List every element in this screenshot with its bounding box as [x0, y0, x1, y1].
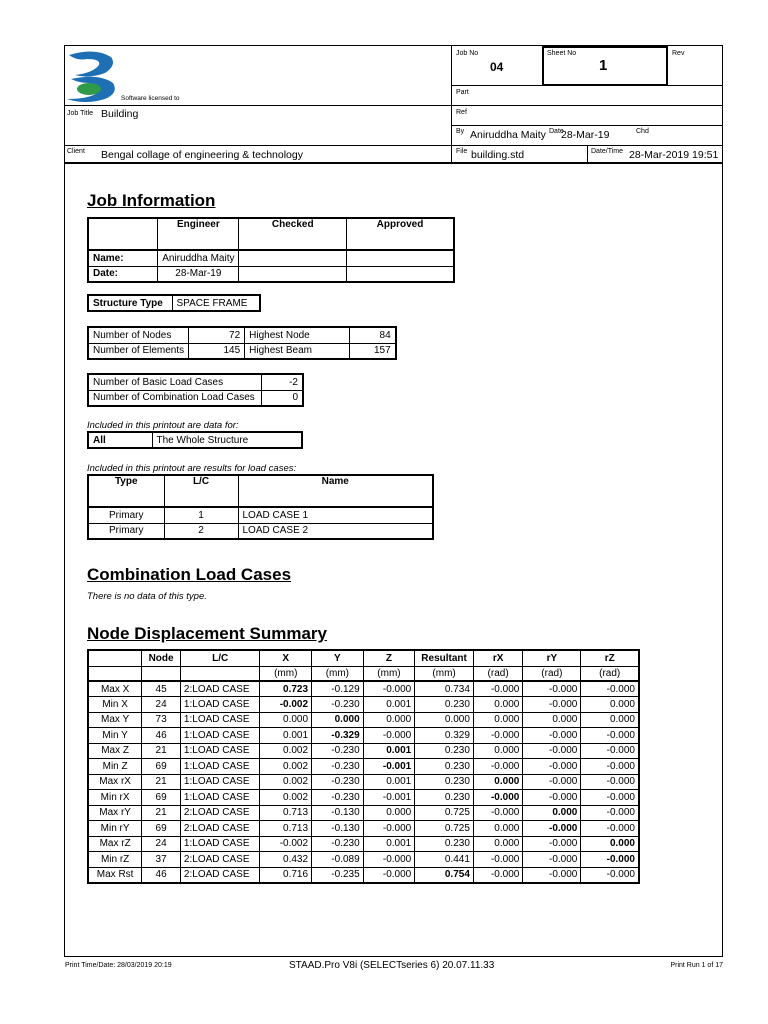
report-sheet — [64, 45, 723, 957]
engineer-date: 28-Mar-19 — [158, 266, 239, 282]
datetime-label: Date/Time — [591, 148, 624, 155]
whole-structure: The Whole Structure — [152, 432, 302, 448]
table-cell: 0.002 — [260, 774, 312, 790]
table-cell: 1:LOAD CASE — [180, 774, 260, 790]
table-cell: 0.002 — [260, 743, 312, 759]
table-cell: -0.000 — [473, 790, 522, 806]
table-cell: -0.130 — [312, 805, 364, 821]
table-cell: 0.713 — [260, 821, 312, 837]
file-name: building.std — [471, 149, 525, 161]
table-cell: 0.000 — [581, 712, 639, 728]
table-cell: -0.000 — [473, 805, 522, 821]
table-cell: 0.000 — [473, 821, 522, 837]
column-header: Z — [363, 650, 415, 666]
table-cell: Min Y — [88, 728, 142, 744]
table-cell: -0.000 — [581, 790, 639, 806]
table-cell: -0.000 — [363, 852, 415, 868]
unit-cell: (mm) — [415, 666, 474, 681]
file-label: File — [456, 148, 468, 155]
highest-node: 84 — [350, 327, 396, 343]
table-cell: 0.432 — [260, 852, 312, 868]
table-cell: -0.089 — [312, 852, 364, 868]
table-cell: 1:LOAD CASE — [180, 697, 260, 713]
structure-type-table — [87, 294, 261, 312]
date-label: Date — [549, 128, 564, 135]
table-cell: 0.001 — [363, 743, 415, 759]
table-cell: 0.000 — [473, 836, 522, 852]
table-row — [88, 728, 639, 744]
table-cell: -0.230 — [312, 759, 364, 775]
engineer-header: Engineer — [158, 218, 239, 250]
comb-lc-label: Number of Combination Load Cases — [88, 390, 261, 406]
table-row: Primary 2 LOAD CASE 2 — [88, 523, 433, 539]
table-row — [88, 836, 639, 852]
rev-label: Rev — [672, 50, 685, 57]
table-cell: 2:LOAD CASE — [180, 821, 260, 837]
table-cell: 0.001 — [260, 728, 312, 744]
table-row — [88, 759, 639, 775]
table-cell: 0.000 — [473, 743, 522, 759]
table-row — [88, 790, 639, 806]
table-row — [88, 697, 639, 713]
table-cell: 0.725 — [415, 821, 474, 837]
datetime-value: 28-Mar-2019 19:51 — [629, 149, 719, 161]
column-header: Node — [142, 650, 181, 666]
table-cell: 21 — [142, 774, 181, 790]
unit-cell: (rad) — [581, 666, 639, 681]
basic-lc-count: -2 — [261, 374, 303, 390]
table-cell: Min rY — [88, 821, 142, 837]
table-row: Primary 1 LOAD CASE 1 — [88, 507, 433, 523]
combination-note: There is no data of this type. — [87, 591, 207, 602]
engineer-name: Aniruddha Maity — [158, 250, 239, 266]
table-cell: -0.000 — [581, 681, 639, 697]
unit-cell: (rad) — [523, 666, 581, 681]
table-cell: -0.329 — [312, 728, 364, 744]
table-row — [88, 867, 639, 883]
unit-cell: (mm) — [260, 666, 312, 681]
lc-header: L/C — [164, 475, 238, 507]
table-cell: 0.000 — [312, 712, 364, 728]
table-cell: -0.000 — [473, 681, 522, 697]
job-title: Building — [101, 108, 139, 120]
ref-label: Ref — [456, 109, 467, 116]
table-cell: 1:LOAD CASE — [180, 836, 260, 852]
table-cell: -0.129 — [312, 681, 364, 697]
included-data-note: Included in this printout are data for: — [87, 420, 239, 431]
table-cell: 46 — [142, 867, 181, 883]
included-data-table — [87, 431, 303, 449]
table-cell: Min rZ — [88, 852, 142, 868]
table-cell: 2:LOAD CASE — [180, 805, 260, 821]
unit-cell: (mm) — [363, 666, 415, 681]
table-cell: 21 — [142, 743, 181, 759]
table-row — [88, 852, 639, 868]
client-label: Client — [67, 148, 85, 155]
table-cell: -0.000 — [523, 852, 581, 868]
checked-header: Checked — [239, 218, 346, 250]
table-cell: 0.002 — [260, 790, 312, 806]
table-cell: 0.000 — [473, 697, 522, 713]
combination-heading: Combination Load Cases — [87, 565, 292, 584]
column-header: rZ — [581, 650, 639, 666]
displacement-table — [87, 649, 640, 884]
table-cell: 24 — [142, 836, 181, 852]
comb-lc-count: 0 — [261, 390, 303, 406]
table-cell: -0.000 — [581, 743, 639, 759]
date-value: 28-Mar-19 — [561, 129, 610, 141]
table-cell: 1:LOAD CASE — [180, 712, 260, 728]
table-cell: 0.000 — [260, 712, 312, 728]
table-cell: -0.000 — [363, 728, 415, 744]
table-cell: -0.000 — [363, 681, 415, 697]
table-cell: 0.230 — [415, 697, 474, 713]
basic-lc-label: Number of Basic Load Cases — [88, 374, 261, 390]
sheet-no-label: Sheet No — [547, 50, 577, 57]
table-cell: 24 — [142, 697, 181, 713]
table-cell: 0.329 — [415, 728, 474, 744]
column-header: X — [260, 650, 312, 666]
table-cell: 37 — [142, 852, 181, 868]
table-cell: Max X — [88, 681, 142, 697]
table-cell: -0.230 — [312, 836, 364, 852]
job-no-label: Job No — [456, 50, 479, 57]
node-element-count-table — [87, 326, 397, 360]
table-cell: Min rX — [88, 790, 142, 806]
table-row — [88, 712, 639, 728]
table-cell: -0.000 — [581, 759, 639, 775]
table-row — [88, 774, 639, 790]
table-cell: Max Rst — [88, 867, 142, 883]
table-cell: 0.230 — [415, 836, 474, 852]
table-cell: 0.230 — [415, 743, 474, 759]
job-information-heading: Job Information — [87, 191, 216, 210]
table-cell: 0.001 — [363, 836, 415, 852]
table-row — [88, 805, 639, 821]
column-header: Y — [312, 650, 364, 666]
nodes-label: Number of Nodes — [88, 327, 189, 343]
table-cell: 0.230 — [415, 790, 474, 806]
table-cell: 0.000 — [581, 697, 639, 713]
unit-cell: (mm) — [312, 666, 364, 681]
table-cell: 46 — [142, 728, 181, 744]
date-row-label: Date: — [88, 266, 158, 282]
table-cell: 0.713 — [260, 805, 312, 821]
unit-cell — [180, 666, 260, 681]
name-label: Name: — [88, 250, 158, 266]
displacement-heading: Node Displacement Summary — [87, 624, 327, 643]
column-header: L/C — [180, 650, 260, 666]
all-label: All — [88, 432, 152, 448]
page-footer — [64, 958, 723, 974]
table-cell: Max Y — [88, 712, 142, 728]
table-cell: 0.000 — [473, 712, 522, 728]
table-cell: 1:LOAD CASE — [180, 728, 260, 744]
table-cell: -0.000 — [473, 852, 522, 868]
table-cell: 0.000 — [523, 712, 581, 728]
column-header: rY — [523, 650, 581, 666]
table-cell: 2:LOAD CASE — [180, 681, 260, 697]
table-cell: -0.000 — [473, 759, 522, 775]
table-cell: -0.230 — [312, 697, 364, 713]
table-cell: Max Z — [88, 743, 142, 759]
table-cell: 0.734 — [415, 681, 474, 697]
table-cell: 73 — [142, 712, 181, 728]
table-cell: -0.000 — [523, 867, 581, 883]
table-cell: -0.000 — [363, 821, 415, 837]
table-cell: 0.000 — [363, 805, 415, 821]
table-cell: 45 — [142, 681, 181, 697]
unit-cell — [142, 666, 181, 681]
table-cell: Max rX — [88, 774, 142, 790]
table-cell: -0.000 — [581, 805, 639, 821]
table-cell: -0.130 — [312, 821, 364, 837]
table-cell: -0.001 — [363, 759, 415, 775]
software-version: STAAD.Pro V8i (SELECTseries 6) 20.07.11.33 — [289, 960, 495, 971]
table-cell: Min X — [88, 697, 142, 713]
table-cell: 1:LOAD CASE — [180, 743, 260, 759]
table-cell: Max rZ — [88, 836, 142, 852]
structure-type-label: Structure Type — [88, 295, 172, 311]
table-cell: 69 — [142, 790, 181, 806]
print-time: Print Time/Date: 28/03/2019 20:19 — [65, 962, 172, 969]
table-cell: -0.000 — [523, 774, 581, 790]
job-information-table — [87, 217, 455, 283]
nodes-count: 72 — [189, 327, 245, 343]
table-cell: -0.235 — [312, 867, 364, 883]
table-cell: -0.002 — [260, 697, 312, 713]
table-cell: -0.000 — [363, 867, 415, 883]
type-header: Type — [88, 475, 164, 507]
table-cell: -0.000 — [523, 728, 581, 744]
table-cell: -0.000 — [473, 867, 522, 883]
highest-beam-label: Highest Beam — [245, 343, 350, 359]
table-cell: -0.000 — [523, 759, 581, 775]
table-cell: Max rY — [88, 805, 142, 821]
software-licensed-label: Software licensed to — [121, 95, 180, 102]
table-cell: 2:LOAD CASE — [180, 867, 260, 883]
bentley-logo-icon — [65, 49, 119, 105]
table-cell: 0.001 — [363, 774, 415, 790]
title-block — [65, 46, 722, 164]
table-cell: 69 — [142, 759, 181, 775]
name-header: Name — [238, 475, 433, 507]
table-cell: 1:LOAD CASE — [180, 759, 260, 775]
elements-count: 145 — [189, 343, 245, 359]
table-row — [88, 743, 639, 759]
table-cell: 69 — [142, 821, 181, 837]
elements-label: Number of Elements — [88, 343, 189, 359]
table-cell: -0.001 — [363, 790, 415, 806]
column-header — [88, 650, 142, 666]
table-cell: -0.230 — [312, 774, 364, 790]
highest-beam: 157 — [350, 343, 396, 359]
table-cell: -0.000 — [581, 867, 639, 883]
table-cell: -0.000 — [473, 728, 522, 744]
by-name: Aniruddha Maity — [470, 129, 546, 141]
job-title-label: Job Title — [67, 110, 94, 117]
table-cell: -0.000 — [523, 836, 581, 852]
table-cell: -0.000 — [581, 821, 639, 837]
structure-type: SPACE FRAME — [172, 295, 260, 311]
chd-label: Chd — [636, 128, 649, 135]
table-cell: -0.000 — [581, 774, 639, 790]
table-cell: 0.723 — [260, 681, 312, 697]
table-cell: 0.000 — [581, 836, 639, 852]
table-cell: 2:LOAD CASE — [180, 852, 260, 868]
table-cell: -0.230 — [312, 743, 364, 759]
client-name: Bengal collage of engineering & technology — [101, 149, 303, 161]
table-cell: 0.000 — [473, 774, 522, 790]
table-cell: 0.000 — [415, 712, 474, 728]
part-label: Part — [456, 89, 469, 96]
table-cell: 0.754 — [415, 867, 474, 883]
table-row — [88, 681, 639, 697]
highest-node-label: Highest Node — [245, 327, 350, 343]
table-cell: 21 — [142, 805, 181, 821]
included-results-note: Included in this printout are results for load cases: — [87, 463, 297, 474]
load-case-count-table — [87, 373, 304, 407]
table-cell: 0.716 — [260, 867, 312, 883]
table-cell: -0.000 — [523, 743, 581, 759]
table-cell: -0.000 — [523, 821, 581, 837]
table-cell: -0.000 — [523, 790, 581, 806]
unit-cell: (rad) — [473, 666, 522, 681]
table-cell: 0.230 — [415, 759, 474, 775]
table-cell: -0.000 — [523, 697, 581, 713]
print-run: Print Run 1 of 17 — [670, 962, 723, 969]
table-cell: 0.002 — [260, 759, 312, 775]
by-label: By — [456, 128, 465, 135]
table-cell: 0.441 — [415, 852, 474, 868]
table-cell: 0.725 — [415, 805, 474, 821]
sheet-no: 1 — [599, 57, 608, 74]
table-cell: 0.000 — [363, 712, 415, 728]
table-cell: -0.000 — [523, 681, 581, 697]
job-no: 04 — [490, 60, 504, 74]
table-cell: -0.000 — [581, 852, 639, 868]
table-cell: 0.001 — [363, 697, 415, 713]
approved-header: Approved — [346, 218, 454, 250]
load-cases-table — [87, 474, 434, 540]
table-cell: -0.000 — [581, 728, 639, 744]
unit-cell — [88, 666, 142, 681]
table-row — [88, 821, 639, 837]
table-cell: 0.000 — [523, 805, 581, 821]
table-cell: Min Z — [88, 759, 142, 775]
table-cell: -0.002 — [260, 836, 312, 852]
column-header: rX — [473, 650, 522, 666]
table-cell: 0.230 — [415, 774, 474, 790]
column-header: Resultant — [415, 650, 474, 666]
table-cell: 1:LOAD CASE — [180, 790, 260, 806]
table-cell: -0.230 — [312, 790, 364, 806]
